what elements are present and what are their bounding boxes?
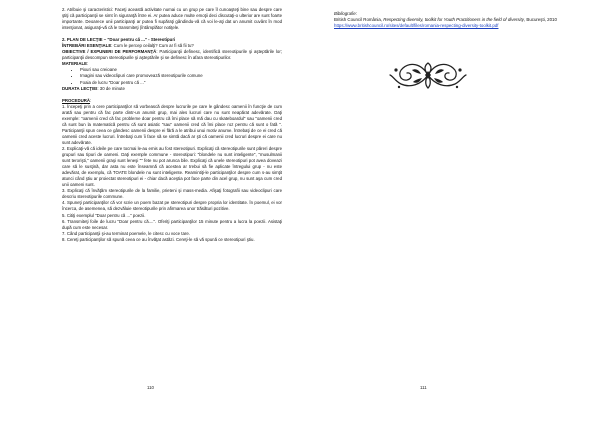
procedure-label: PROCEDURĂ bbox=[62, 97, 90, 103]
left-page-body bbox=[62, 7, 282, 243]
procedure-step-1: 1. Începeţi prin a cere participanţilor să vorbească despre lucrurile pe care le gândesc oamenii în funcţie de cum arată sau pentru că fac parte dintr-un anumit grup, mai ales lucruri care nu sunt neapărat adevărate. Daţi exemple: "oamenii cred că fac probleme doar pentru că îmi place să mă dau cu skateboardul" sau "oamenii cred că sunt bun la matematică pentru că sunt asiatic "sau" oamenii cred că îmi place roz pentru că sunt o fată ". Participanţii spun ceea ce gândesc oamenii despre ei fără a le atribui unui motiv anume. Întrebaţi de ce ei cred că oamenii cred aceste lucruri. Întrebaţi cum îi face să se simtă dacă ar şti că oamenii cred lucruri despre ei care nu sunt adevărate. bbox=[62, 103, 282, 145]
procedure-step-6: 6. Transmiteţi foile de lucru "Doar pentru că....". Oferiţi participanţilor 15 minute pentru a lucra la poezii. Asistaţi după cum este necesar. bbox=[62, 218, 282, 230]
procedure-step-5: 5. Citiţi exemplul "Doar pentru că ..." poezii. bbox=[62, 212, 146, 218]
decorative-flourish-icon bbox=[388, 58, 468, 92]
page-number-right: 111 bbox=[420, 385, 427, 390]
objectives-text: : Participanţii definesc, identifică stereotipurile şi aşteptările lor; participanţii descompun stereotipurile şi aşteptările şi se definesc în afara stereotipurilor. bbox=[62, 49, 282, 61]
lesson-plan-title: 2. PLAN DE LECŢIE – "Doar pentru că ..." - Stereotipuri bbox=[62, 37, 176, 43]
intro-paragraph: 2. Atribuie şi caracteristici: Faceţi această activitate numai cu un grup pe care îl cunoaşteţi bine sau despre care ştiţi că participanţii se simt în siguranţă între ei. Ar putea aduce multe emoţii deci discutaţi-o ulterior are sunt foarte importante. Deoarece unii participanţi ar putea fi supăraţi gândindu-vă că voi le-aţi dat un anumit cuvânt în mod intenţionat, asiguraţi-vă că le transmiteţi (întâmplător notiţele. bbox=[62, 7, 282, 31]
materials-list bbox=[62, 67, 282, 85]
bibliography-publisher: British Council România, bbox=[334, 17, 384, 22]
procedure-suffix: : bbox=[90, 97, 92, 103]
bibliography-book-title: Respecting diversity, toolkit for Youth Practitioners in the field of diversity bbox=[383, 17, 524, 22]
materials-item: • Pixuri sau creioane bbox=[80, 67, 282, 73]
procedure-step-3: 3. Explicaţi că învăţăm stereotipurile de la familie, prieteni şi mass-media. Afişaţi fotografii sau videoclipuri care descriu stereotipurile commune. bbox=[62, 188, 282, 200]
bibliography bbox=[334, 11, 592, 29]
materials-suffix: : bbox=[87, 61, 89, 67]
materials-label: MATERIALE bbox=[62, 61, 88, 67]
procedure-step-4: 4. Spuneţi participanţilor că vor scrie un poem bazat pe stereotipuri despre propria lor identitate. În poemul, ei vor încerca, de asemenea, să dezvăluie stereotipurile prin afirmarea unor trăsături pozitive. bbox=[62, 200, 282, 212]
bibliography-place-year: , Bucureşti, 2010 bbox=[523, 17, 557, 22]
procedure-step-8: 8. Cereţi participanţilor să spună ceea ce au învăţat astăzi. Cereţi-le să vă spună ce stereotipuri ştiu. bbox=[62, 236, 255, 242]
page-number-left: 110 bbox=[147, 385, 154, 390]
essential-questions-label: ÎNTREBĂRI ESENŢIALE bbox=[62, 43, 112, 49]
procedure-step-7: 7. Când participanţii şi-au terminat poemele, le citesc cu voce tare. bbox=[62, 230, 190, 236]
duration-text: : 30 de minute bbox=[97, 85, 125, 91]
bibliography-title: Bibliografie: bbox=[334, 11, 357, 16]
essential-questions-text: : Cum le percep ceilalţi? Cum ar fi să fii tu? bbox=[111, 43, 194, 49]
materials-item: • Foaia de lucru "Doar pentru că ..." bbox=[80, 80, 282, 86]
objectives bbox=[62, 49, 282, 61]
objectives-label: OBIECTIVE / EXPUNERI DE PERFORMANŢĂ bbox=[62, 49, 157, 55]
materials-item: • Imagini sau videoclipuri care promovează stereotipurile comune bbox=[80, 73, 282, 79]
right-page bbox=[300, 0, 600, 424]
procedure-step-2: 2. Explicaţi-vă că ideile pe care tocmai le-au emis au fost stereotipuri. Explicaţi că stereotipurile sunt păreri despre grupuri sau tipuri de oameni. Daţi exemple commune - stereotipuri: "blondele nu sunt inteligente", "musulmanii sunt terorişti," oamenii graşi sunt leneşi "" fete nu pot arunca bile. Explicaţi că unele stereotipuri pot avea doveazi care să le susţină, dar asta nu este înseamnă că acestea ar trebui să fie aplicate întregului grup - nu este adevărat, de exemplu, că TOATE blondele nu sunt inteligente. Reamintiţi-le participanţilor despre cum s-au simţit atunci când ştiu ar proiectat stereotipuri ei - chiar dacă aceştia pot face parte din acel grup, nu sunt aşa cum cred unii oameni sunt. bbox=[62, 145, 282, 188]
duration-label: DURATA LECŢIEI bbox=[62, 85, 98, 91]
bibliography-link[interactable]: https://www.britishcouncil.ro/sites/default/files/romania-respecting-diversity-toolkit.pdf bbox=[334, 23, 499, 28]
